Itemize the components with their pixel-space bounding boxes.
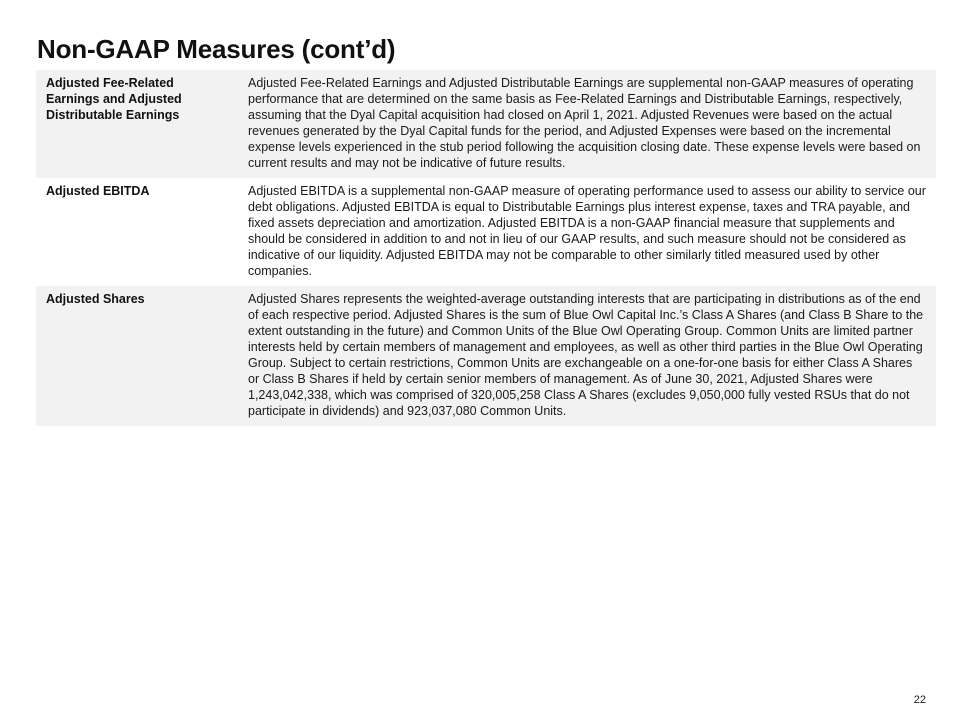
definition-description: Adjusted Fee-Related Earnings and Adjusted Distributable Earnings are supplemental non-GAAP measures of operating performance that are determined on the same basis as Fee-Related Earnings and Distributable Earnings, respectively, assuming that the Dyal Capital acquisition had closed on April 1, 2021. Adjusted Revenues were based on the actual revenues generated by the Dyal Capital funds for the period, and Adjusted Expenses were based on the incremental expense levels experienced in the stub period following the acquisition closing date. These expense levels were based on current results and may not be indicative of future results.: [238, 70, 936, 178]
definition-term: Adjusted EBITDA: [36, 178, 238, 286]
definition-row: [36, 70, 936, 178]
definition-description: Adjusted Shares represents the weighted-average outstanding interests that are participating in distributions as of the end of each respective period. Adjusted Shares is the sum of Blue Owl Capital Inc.’s Class A Shares (and Class B Share to the extent outstanding in the future) and Common Units of the Blue Owl Operating Group. Common Units are limited partner interests held by certain members of management and employees, as well as other third parties in the Blue Owl Operating Group. Subject to certain restrictions, Common Units are exchangeable on a one-for-one basis for either Class A Shares or Class B Shares if held by certain senior members of management. As of June 30, 2021, Adjusted Shares were 1,243,042,338, which was comprised of 320,005,258 Class A Shares (excludes 9,050,000 fully vested RSUs that do not participate in dividends) and 923,037,080 Common Units.: [238, 286, 936, 426]
definition-row: [36, 286, 936, 426]
definitions-table: [36, 70, 936, 426]
page-title: Non-GAAP Measures (cont’d): [37, 34, 396, 64]
definition-term: Adjusted Fee-Related Earnings and Adjusted Distributable Earnings: [36, 70, 238, 178]
definition-term: Adjusted Shares: [36, 286, 238, 426]
definition-description: Adjusted EBITDA is a supplemental non-GAAP measure of operating performance used to assess our ability to service our debt obligations. Adjusted EBITDA is equal to Distributable Earnings plus interest expense, taxes and TRA payable, and fixed assets depreciation and amortization. Adjusted EBITDA is a non-GAAP financial measure that supplements and should be considered in addition to and not in lieu of our GAAP results, and such measure should not be considered as indicative of our liquidity. Adjusted EBITDA may not be comparable to other similarly titled measured used by other companies.: [238, 178, 936, 286]
definition-row: [36, 178, 936, 286]
page-number: 22: [913, 694, 926, 706]
